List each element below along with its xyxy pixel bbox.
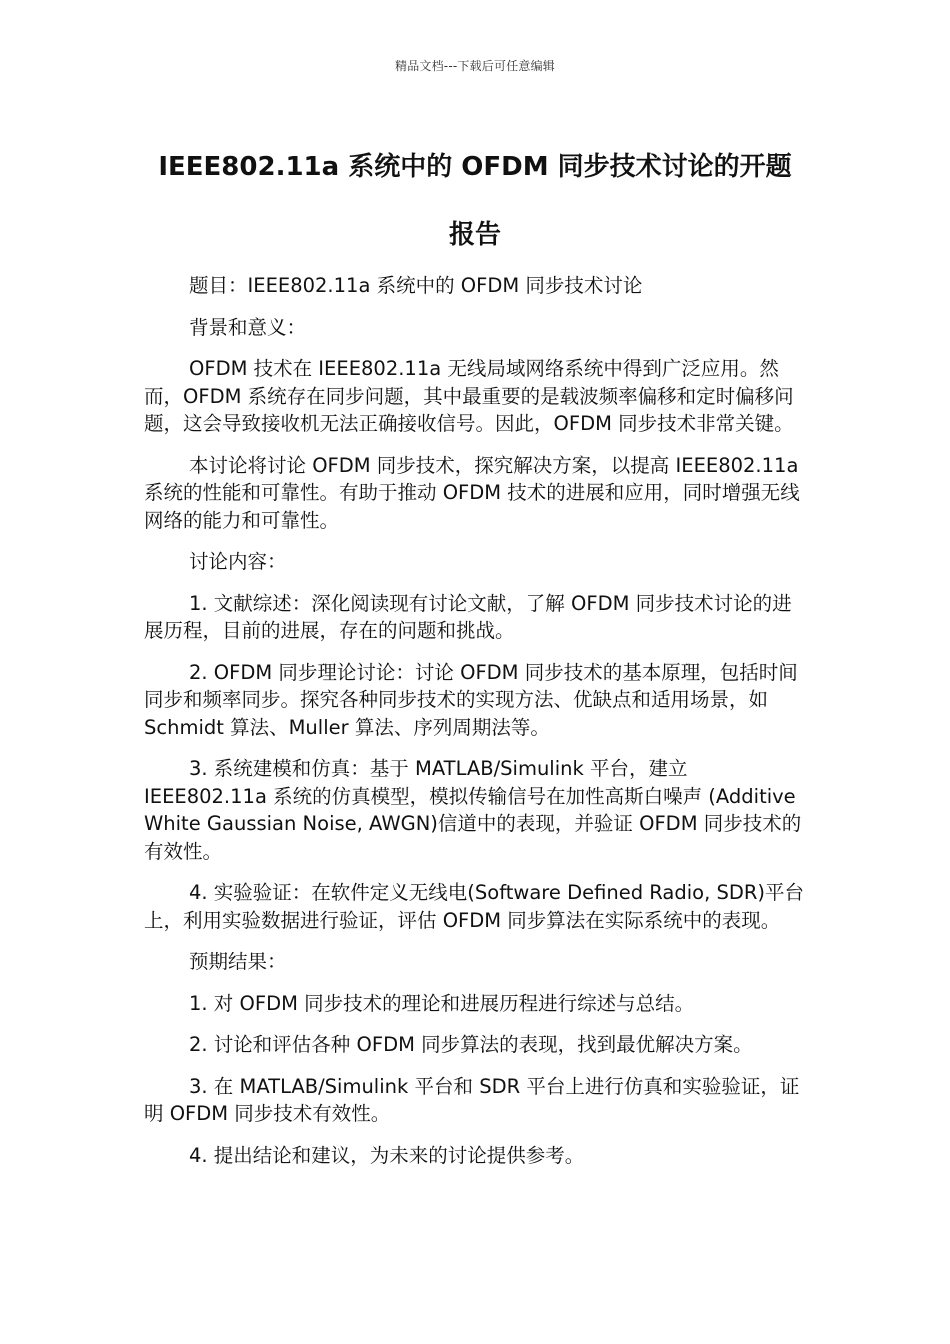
paragraph-content-3: 3. 系统建模和仿真：基于 MATLAB/Simulink 平台，建立 IEEE802.11a 系统的仿真模型，模拟传输信号在加性高斯白噪声 (Additive White Gaussian Noise, AWGN)信道中的表现，并验证 OFDM 同步技术的有效性。 (144, 757, 802, 863)
paragraph-content-4: 4. 实验验证：在软件定义无线电(Software Defined Radio, SDR)平台上，利用实验数据进行验证，评估 OFDM 同步算法在实际系统中的表现。 (144, 881, 805, 932)
title-line-2: 报告 (448, 220, 501, 250)
paragraph-result-1: 1. 对 OFDM 同步技术的理论和进展历程进行综述与总结。 (189, 991, 695, 1015)
document-title (140, 133, 810, 269)
heading-expected-results: 预期结果： (189, 950, 287, 973)
title-line-1: IEEE802.11a 系统中的 OFDM 同步技术讨论的开题 (158, 152, 792, 182)
paragraph-result-3: 3. 在 MATLAB/Simulink 平台和 SDR 平台上进行仿真和实验验证，证明 OFDM 同步技术有效性。 (144, 1074, 800, 1125)
paragraph-content-1: 1. 文献综述：深化阅读现有讨论文献，了解 OFDM 同步技术讨论的进展历程，目前的进展，存在的问题和挑战。 (144, 591, 792, 642)
paragraph-content-2: 2. OFDM 同步理论讨论：讨论 OFDM 同步技术的基本原理，包括时间同步和频率同步。探究各种同步技术的实现方法、优缺点和适用场景，如 Schmidt 算法、Muller 算法、序列周期法等。 (144, 660, 798, 739)
heading-content: 讨论内容： (189, 550, 287, 573)
paragraph-result-4: 4. 提出结论和建议，为未来的讨论提供参考。 (189, 1143, 585, 1167)
heading-background: 背景和意义： (189, 315, 307, 339)
paragraph-result-2: 2. 讨论和评估各种 OFDM 同步算法的表现，找到最优解决方案。 (189, 1033, 753, 1056)
paragraph-background-1: OFDM 技术在 IEEE802.11a 无线局域网络系统中得到广泛应用。然而，OFDM 系统存在同步问题，其中最重要的是载波频率偏移和定时偏移问题，这会导致接收机无法正确接收信号。因此，OFDM 同步技术非常关键。 (144, 357, 794, 435)
paragraph-background-2: 本讨论将讨论 OFDM 同步技术，探究解决方案，以提高 IEEE802.11a 系统的性能和可靠性。有助于推动 OFDM 技术的进展和应用，同时增强无线网络的能力和可靠性。 (144, 453, 800, 532)
paragraph-topic: 题目：IEEE802.11a 系统中的 OFDM 同步技术讨论 (189, 274, 643, 297)
document-body (144, 272, 808, 1183)
header-note: 精品文档---下载后可任意编辑 (395, 59, 555, 73)
